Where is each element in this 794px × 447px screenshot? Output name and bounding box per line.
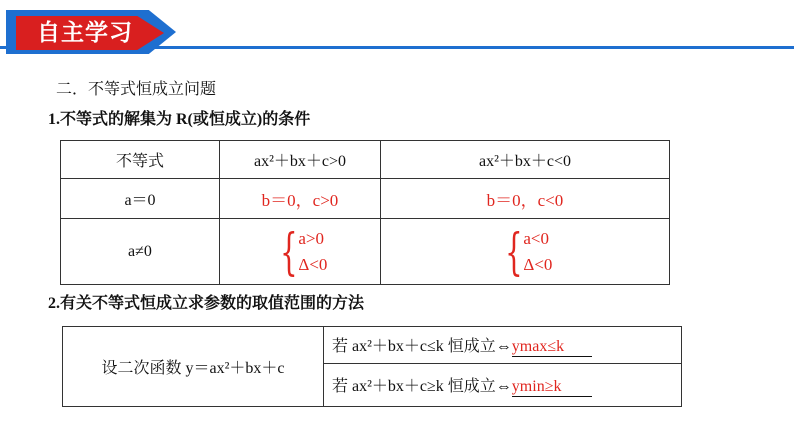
max-answer: ymax≤k: [511, 338, 565, 355]
condition-delta-negative: Δ<0: [523, 254, 553, 274]
row-label-a-nonzero: a≠0: [61, 219, 220, 285]
max-condition-text: 若 ax²＋bx＋c≤k 恒成立⇔: [332, 338, 512, 355]
condition-delta-negative: Δ<0: [298, 254, 328, 274]
subsection-1-title: 1.不等式的解集为 R(或恒成立)的条件: [48, 111, 311, 128]
left-brace-icon: {: [279, 222, 298, 281]
condition-a-positive: a>0: [298, 228, 325, 248]
min-answer-blank: [512, 378, 592, 397]
table-header-negative: ax²＋bx＋c<0: [381, 141, 670, 179]
min-condition-cell: [324, 364, 682, 407]
table-header-positive: ax²＋bx＋c>0: [220, 141, 381, 179]
condition-a-negative: a<0: [523, 228, 550, 248]
table-header-inequality: 不等式: [61, 141, 220, 179]
max-answer-blank: [512, 338, 592, 357]
system-brace-positive: [273, 222, 328, 281]
answer-a-zero-negative: b＝0，c<0: [381, 179, 670, 219]
quadratic-function-cell: 设二次函数 y＝ax²＋bx＋c: [63, 327, 324, 407]
section-title: 二．不等式恒成立问题: [56, 81, 217, 98]
answer-a-zero-positive: b＝0，c>0: [220, 179, 381, 219]
min-answer: ymin≥k: [511, 378, 562, 395]
parameter-method-table: [62, 326, 682, 407]
header-title: 自主学习: [37, 20, 133, 46]
answer-a-nonzero-negative: [381, 219, 670, 285]
left-brace-icon: {: [504, 222, 523, 281]
max-condition-cell: [324, 327, 682, 364]
conditions-table: [60, 140, 670, 285]
system-brace-negative: [498, 222, 553, 281]
answer-a-nonzero-positive: [220, 219, 381, 285]
subsection-2-title: 2.有关不等式恒成立求参数的取值范围的方法: [48, 295, 365, 312]
row-label-a-zero: a＝0: [61, 179, 220, 219]
min-condition-text: 若 ax²＋bx＋c≥k 恒成立⇔: [332, 378, 512, 395]
